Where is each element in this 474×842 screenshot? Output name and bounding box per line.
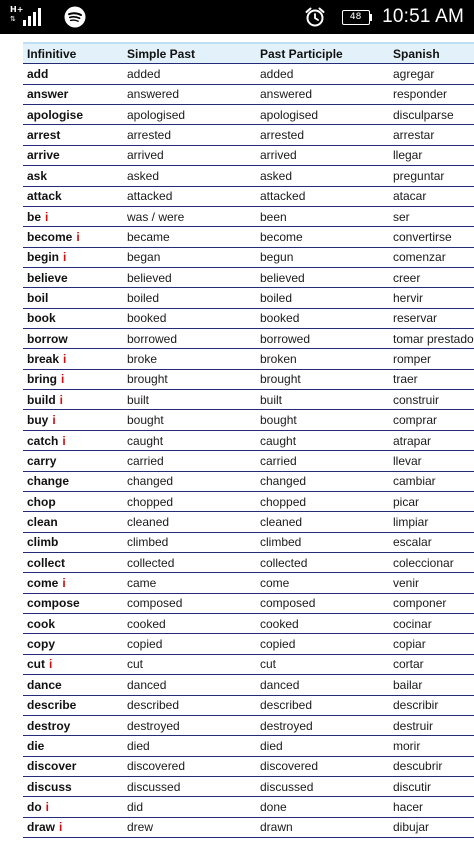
- irregular-marker: i: [63, 250, 67, 265]
- cell-past-participle: cooked: [256, 614, 389, 634]
- cell-infinitive: [23, 593, 123, 613]
- status-clock: 10:51 AM: [382, 6, 464, 27]
- cell-simple-past: attacked: [123, 186, 256, 206]
- infinitive-text: bring: [27, 372, 57, 387]
- cell-simple-past: began: [123, 247, 256, 267]
- table-row: [23, 329, 474, 349]
- table-row: [23, 84, 474, 104]
- cell-infinitive: [23, 247, 123, 267]
- cell-past-participle: carried: [256, 451, 389, 471]
- infinitive-text: compose: [27, 596, 80, 611]
- header-infinitive: Infinitive: [23, 43, 123, 64]
- cell-spanish: disculparse: [389, 105, 474, 125]
- battery-icon: [342, 10, 372, 25]
- infinitive-text: copy: [27, 637, 56, 652]
- infinitive-text: add: [27, 67, 49, 82]
- verb-table: [23, 42, 474, 838]
- table-row: [23, 186, 474, 206]
- cell-infinitive: [23, 308, 123, 328]
- cell-spanish: cambiar: [389, 471, 474, 491]
- cell-spanish: romper: [389, 349, 474, 369]
- cell-past-participle: brought: [256, 369, 389, 389]
- cell-past-participle: cleaned: [256, 512, 389, 532]
- table-row: [23, 267, 474, 287]
- cell-past-participle: added: [256, 64, 389, 84]
- table-row: [23, 145, 474, 165]
- table-row: [23, 227, 474, 247]
- table-row: [23, 471, 474, 491]
- cell-spanish: morir: [389, 736, 474, 756]
- cell-infinitive: [23, 756, 123, 776]
- cell-spanish: arrestar: [389, 125, 474, 145]
- cell-past-participle: arrived: [256, 145, 389, 165]
- cell-spanish: discutir: [389, 776, 474, 796]
- cell-infinitive: [23, 634, 123, 654]
- cell-infinitive: [23, 410, 123, 430]
- irregular-marker: i: [49, 657, 53, 672]
- cell-past-participle: bought: [256, 410, 389, 430]
- infinitive-text: do: [27, 799, 42, 814]
- cell-simple-past: cooked: [123, 614, 256, 634]
- infinitive-text: describe: [27, 698, 77, 713]
- cell-simple-past: changed: [123, 471, 256, 491]
- infinitive-text: buy: [27, 413, 49, 428]
- alarm-clock-icon: [304, 6, 326, 28]
- cell-infinitive: [23, 125, 123, 145]
- table-row: [23, 206, 474, 226]
- infinitive-text: die: [27, 738, 45, 753]
- cell-infinitive: [23, 654, 123, 674]
- cell-simple-past: caught: [123, 430, 256, 450]
- cell-simple-past: booked: [123, 308, 256, 328]
- cell-past-participle: become: [256, 227, 389, 247]
- cell-infinitive: [23, 390, 123, 410]
- cell-spanish: comenzar: [389, 247, 474, 267]
- cell-spanish: limpiar: [389, 512, 474, 532]
- infinitive-text: book: [27, 311, 56, 326]
- cell-past-participle: destroyed: [256, 715, 389, 735]
- header-spanish: Spanish: [389, 43, 474, 64]
- table-row: [23, 593, 474, 613]
- cell-simple-past: arrested: [123, 125, 256, 145]
- cell-simple-past: died: [123, 736, 256, 756]
- cell-past-participle: died: [256, 736, 389, 756]
- cell-spanish: responder: [389, 84, 474, 104]
- irregular-marker: i: [52, 413, 56, 428]
- cell-past-participle: discovered: [256, 756, 389, 776]
- status-bar: [0, 0, 474, 34]
- cell-infinitive: [23, 227, 123, 247]
- cell-infinitive: [23, 430, 123, 450]
- cell-simple-past: drew: [123, 817, 256, 837]
- cell-past-participle: been: [256, 206, 389, 226]
- irregular-marker: i: [62, 433, 66, 448]
- cell-simple-past: copied: [123, 634, 256, 654]
- cell-past-participle: attacked: [256, 186, 389, 206]
- cell-spanish: bailar: [389, 675, 474, 695]
- cell-past-participle: believed: [256, 267, 389, 287]
- cell-past-participle: copied: [256, 634, 389, 654]
- cell-spanish: atrapar: [389, 430, 474, 450]
- cell-simple-past: composed: [123, 593, 256, 613]
- table-row: [23, 166, 474, 186]
- cell-infinitive: [23, 552, 123, 572]
- cell-spanish: ser: [389, 206, 474, 226]
- table-row: [23, 430, 474, 450]
- infinitive-text: destroy: [27, 718, 71, 733]
- irregular-marker: i: [59, 392, 64, 407]
- table-row: [23, 695, 474, 715]
- infinitive-text: borrow: [27, 331, 68, 346]
- header-simple-past: Simple Past: [123, 43, 256, 64]
- cell-past-participle: changed: [256, 471, 389, 491]
- infinitive-text: boil: [27, 290, 49, 305]
- cell-spanish: atacar: [389, 186, 474, 206]
- cell-spanish: construir: [389, 390, 474, 410]
- irregular-marker: i: [76, 229, 80, 244]
- cell-spanish: componer: [389, 593, 474, 613]
- cell-simple-past: apologised: [123, 105, 256, 125]
- cell-spanish: reservar: [389, 308, 474, 328]
- cell-spanish: cortar: [389, 654, 474, 674]
- cell-simple-past: arrived: [123, 145, 256, 165]
- cell-simple-past: danced: [123, 675, 256, 695]
- cell-simple-past: broke: [123, 349, 256, 369]
- infinitive-text: become: [27, 229, 73, 244]
- infinitive-text: discuss: [27, 779, 72, 794]
- cell-spanish: destruir: [389, 715, 474, 735]
- cell-infinitive: [23, 675, 123, 695]
- infinitive-text: chop: [27, 494, 56, 509]
- cell-past-participle: broken: [256, 349, 389, 369]
- irregular-marker: i: [63, 352, 67, 367]
- cell-past-participle: danced: [256, 675, 389, 695]
- table-row: [23, 390, 474, 410]
- cell-simple-past: came: [123, 573, 256, 593]
- table-row: [23, 756, 474, 776]
- cell-infinitive: [23, 349, 123, 369]
- cell-past-participle: climbed: [256, 532, 389, 552]
- cell-spanish: cocinar: [389, 614, 474, 634]
- cell-spanish: preguntar: [389, 166, 474, 186]
- irregular-marker: i: [62, 576, 66, 591]
- table-row: [23, 573, 474, 593]
- table-row: [23, 288, 474, 308]
- table-row: [23, 715, 474, 735]
- infinitive-text: begin: [27, 250, 59, 265]
- cell-infinitive: [23, 451, 123, 471]
- cell-past-participle: drawn: [256, 817, 389, 837]
- cell-past-participle: borrowed: [256, 329, 389, 349]
- table-row: [23, 512, 474, 532]
- cell-spanish: describir: [389, 695, 474, 715]
- cell-spanish: creer: [389, 267, 474, 287]
- cell-spanish: llevar: [389, 451, 474, 471]
- table-row: [23, 654, 474, 674]
- cell-simple-past: believed: [123, 267, 256, 287]
- cell-infinitive: [23, 817, 123, 837]
- cell-past-participle: arrested: [256, 125, 389, 145]
- table-row: [23, 247, 474, 267]
- table-row: [23, 817, 474, 837]
- cell-infinitive: [23, 797, 123, 817]
- cell-simple-past: asked: [123, 166, 256, 186]
- cell-simple-past: discovered: [123, 756, 256, 776]
- infinitive-text: apologise: [27, 107, 84, 122]
- infinitive-text: carry: [27, 453, 57, 468]
- cell-spanish: dibujar: [389, 817, 474, 837]
- cell-past-participle: cut: [256, 654, 389, 674]
- irregular-marker: i: [59, 820, 63, 835]
- cell-simple-past: carried: [123, 451, 256, 471]
- table-header-row: [23, 43, 474, 64]
- infinitive-text: ask: [27, 168, 48, 183]
- cell-infinitive: [23, 471, 123, 491]
- table-row: [23, 614, 474, 634]
- table-row: [23, 451, 474, 471]
- table-row: [23, 776, 474, 796]
- cell-simple-past: brought: [123, 369, 256, 389]
- spotify-icon: [64, 6, 86, 28]
- cell-past-participle: boiled: [256, 288, 389, 308]
- table-row: [23, 491, 474, 511]
- cell-simple-past: built: [123, 390, 256, 410]
- cell-past-participle: composed: [256, 593, 389, 613]
- cell-infinitive: [23, 369, 123, 389]
- cell-past-participle: collected: [256, 552, 389, 572]
- table-row: [23, 736, 474, 756]
- cell-past-participle: asked: [256, 166, 389, 186]
- cell-spanish: picar: [389, 491, 474, 511]
- cell-simple-past: added: [123, 64, 256, 84]
- cell-past-participle: apologised: [256, 105, 389, 125]
- cell-infinitive: [23, 532, 123, 552]
- cell-spanish: hacer: [389, 797, 474, 817]
- infinitive-text: change: [27, 474, 70, 489]
- cell-spanish: agregar: [389, 64, 474, 84]
- cell-spanish: traer: [389, 369, 474, 389]
- status-right-group: [304, 0, 464, 34]
- table-row: [23, 675, 474, 695]
- cell-simple-past: boiled: [123, 288, 256, 308]
- signal-icon: [10, 5, 44, 29]
- cell-spanish: venir: [389, 573, 474, 593]
- cell-infinitive: [23, 491, 123, 511]
- infinitive-text: catch: [27, 433, 59, 448]
- cell-infinitive: [23, 512, 123, 532]
- cell-spanish: tomar prestado: [389, 329, 474, 349]
- table-body: [23, 64, 474, 838]
- cell-infinitive: [23, 329, 123, 349]
- cell-past-participle: done: [256, 797, 389, 817]
- cell-infinitive: [23, 84, 123, 104]
- irregular-marker: i: [61, 372, 65, 387]
- cell-infinitive: [23, 736, 123, 756]
- infinitive-text: build: [27, 392, 56, 407]
- cell-past-participle: discussed: [256, 776, 389, 796]
- infinitive-text: attack: [27, 189, 62, 204]
- cell-spanish: descubrir: [389, 756, 474, 776]
- cell-simple-past: cleaned: [123, 512, 256, 532]
- cell-past-participle: built: [256, 390, 389, 410]
- table-row: [23, 634, 474, 654]
- cell-past-participle: answered: [256, 84, 389, 104]
- cell-past-participle: begun: [256, 247, 389, 267]
- cell-infinitive: [23, 206, 123, 226]
- cell-past-participle: caught: [256, 430, 389, 450]
- table-row: [23, 797, 474, 817]
- table-row: [23, 369, 474, 389]
- signal-bars: [23, 8, 41, 26]
- cell-simple-past: became: [123, 227, 256, 247]
- cell-spanish: hervir: [389, 288, 474, 308]
- cell-simple-past: discussed: [123, 776, 256, 796]
- infinitive-text: draw: [27, 820, 56, 835]
- cell-simple-past: destroyed: [123, 715, 256, 735]
- cell-infinitive: [23, 776, 123, 796]
- cell-past-participle: come: [256, 573, 389, 593]
- cell-simple-past: borrowed: [123, 329, 256, 349]
- cell-simple-past: described: [123, 695, 256, 715]
- cell-infinitive: [23, 267, 123, 287]
- cell-past-participle: described: [256, 695, 389, 715]
- cell-simple-past: climbed: [123, 532, 256, 552]
- irregular-marker: i: [45, 209, 49, 224]
- battery-tip: [369, 14, 372, 21]
- cell-infinitive: [23, 145, 123, 165]
- infinitive-text: come: [27, 576, 59, 591]
- cell-spanish: comprar: [389, 410, 474, 430]
- cell-infinitive: [23, 288, 123, 308]
- cell-spanish: escalar: [389, 532, 474, 552]
- infinitive-text: answer: [27, 87, 69, 102]
- cell-infinitive: [23, 695, 123, 715]
- infinitive-text: climb: [27, 535, 59, 550]
- infinitive-text: cut: [27, 657, 45, 672]
- cell-spanish: llegar: [389, 145, 474, 165]
- infinitive-text: believe: [27, 270, 68, 285]
- cell-infinitive: [23, 715, 123, 735]
- cell-infinitive: [23, 64, 123, 84]
- cell-simple-past: was / were: [123, 206, 256, 226]
- table-row: [23, 64, 474, 84]
- cell-infinitive: [23, 105, 123, 125]
- table-row: [23, 105, 474, 125]
- cell-infinitive: [23, 573, 123, 593]
- table-row: [23, 410, 474, 430]
- cell-simple-past: did: [123, 797, 256, 817]
- infinitive-text: arrest: [27, 128, 61, 143]
- cell-simple-past: answered: [123, 84, 256, 104]
- infinitive-text: clean: [27, 514, 58, 529]
- cell-simple-past: bought: [123, 410, 256, 430]
- header-past-participle: Past Participle: [256, 43, 389, 64]
- table-row: [23, 125, 474, 145]
- infinitive-text: be: [27, 209, 42, 224]
- cell-spanish: coleccionar: [389, 552, 474, 572]
- cell-simple-past: cut: [123, 654, 256, 674]
- cell-infinitive: [23, 614, 123, 634]
- table-row: [23, 349, 474, 369]
- irregular-marker: i: [45, 799, 50, 814]
- infinitive-text: dance: [27, 677, 62, 692]
- status-left-group: [10, 4, 86, 30]
- infinitive-text: break: [27, 352, 60, 367]
- cell-simple-past: collected: [123, 552, 256, 572]
- table-row: [23, 532, 474, 552]
- infinitive-text: arrive: [27, 148, 60, 163]
- network-activity-arrows: ⇅: [10, 15, 16, 23]
- cell-spanish: copiar: [389, 634, 474, 654]
- infinitive-text: discover: [27, 759, 77, 774]
- cell-infinitive: [23, 186, 123, 206]
- table-row: [23, 552, 474, 572]
- cell-infinitive: [23, 166, 123, 186]
- battery-level-text: 48: [349, 11, 362, 22]
- cell-past-participle: chopped: [256, 491, 389, 511]
- infinitive-text: collect: [27, 555, 66, 570]
- cell-simple-past: chopped: [123, 491, 256, 511]
- cell-spanish: convertirse: [389, 227, 474, 247]
- table-row: [23, 308, 474, 328]
- infinitive-text: cook: [27, 616, 56, 631]
- network-type-label: H+: [10, 5, 24, 14]
- cell-past-participle: booked: [256, 308, 389, 328]
